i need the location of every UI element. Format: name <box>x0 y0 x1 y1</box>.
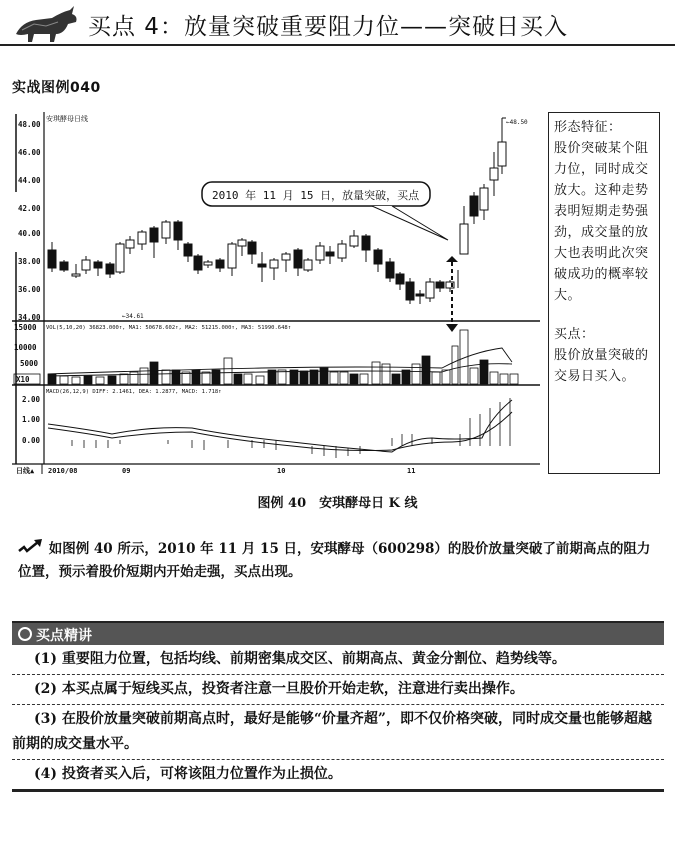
point-text: 在股价放量突破前期高点时，最好是能够“价量齐超”，即不仅价格突破，同时成交量也能够超越前期的成交量水平。 <box>12 711 652 752</box>
point-number: (2) <box>34 681 57 697</box>
point-text: 投资者买入后，可将该阻力位置作为止损位。 <box>61 766 342 782</box>
svg-text:44.00: 44.00 <box>18 176 41 185</box>
buy-text: 股价放量突破的交易日买入。 <box>554 348 649 384</box>
volume-axis <box>14 323 39 384</box>
svg-text:X10: X10 <box>16 375 30 384</box>
volume-arrow-down <box>446 324 458 332</box>
kline-chart-svg <box>12 112 540 474</box>
svg-text:09: 09 <box>122 467 131 474</box>
circle-icon <box>18 627 32 641</box>
svg-text:15000: 15000 <box>14 323 37 332</box>
svg-text:1.00: 1.00 <box>22 415 41 424</box>
svg-text:5000: 5000 <box>20 359 39 368</box>
macd-axis <box>22 395 41 445</box>
title-divider <box>0 44 675 46</box>
point-number: (1) <box>34 651 57 667</box>
svg-text:40.00: 40.00 <box>18 229 41 238</box>
page-header <box>0 0 675 46</box>
volume-legend: VOL(5,10,20) 36823.000↑, MA1: 50678.602↑, MA2: 51215.000↑, MA3: 51990.648↑ <box>46 325 292 331</box>
high-marker: ←48.50 <box>506 119 528 126</box>
pattern-title: 形态特征： <box>554 120 622 135</box>
svg-text:0.00: 0.00 <box>22 436 41 445</box>
svg-text:36.00: 36.00 <box>18 285 41 294</box>
svg-text:日线▲: 日线▲ <box>16 467 35 474</box>
point-number: (4) <box>34 766 57 782</box>
svg-text:46.00: 46.00 <box>18 148 41 157</box>
kline-chart <box>12 112 540 474</box>
svg-text:10: 10 <box>277 467 286 474</box>
svg-text:38.00: 38.00 <box>18 257 41 266</box>
svg-text:42.00: 42.00 <box>18 204 41 213</box>
key-point-1 <box>12 645 664 675</box>
side-panel <box>548 112 660 474</box>
macd-histogram <box>72 398 510 458</box>
key-points-list <box>12 645 664 792</box>
point-number: (3) <box>34 711 57 727</box>
figure-caption: 图例 40 安琪酵母日 K 线 <box>257 496 418 511</box>
macd-legend: MACD(26,12,9) DIFF: 2.1461, DEA: 1.2877, MACD: 1.718↑ <box>46 389 222 395</box>
section-label: 实战图例040 <box>12 80 101 96</box>
key-point-3 <box>12 705 664 760</box>
page-title: 买点 4：放量突破重要阻力位——突破日买入 <box>88 14 568 40</box>
svg-text:2010/08: 2010/08 <box>48 467 78 474</box>
svg-text:2.00: 2.00 <box>22 395 41 404</box>
trend-arrow-icon <box>18 539 44 555</box>
low-marker: ←34.61 <box>122 313 144 320</box>
stock-label: 安琪酵母日线 <box>46 115 88 123</box>
svg-text:10000: 10000 <box>14 343 37 352</box>
section-banner <box>12 621 664 645</box>
point-text: 本买点属于短线买点，投资者注意一旦股价开始走软，注意进行卖出操作。 <box>61 681 524 697</box>
time-axis <box>16 466 415 474</box>
volume-bars <box>48 330 518 384</box>
price-axis <box>18 120 41 322</box>
candlesticks-right <box>458 138 506 288</box>
point-text: 重要阻力位置，包括均线、前期密集成交区、前期高点、黄金分割位、趋势线等。 <box>61 651 566 667</box>
intro-paragraph <box>18 538 658 584</box>
buy-point-arrow-up <box>446 256 458 262</box>
pattern-text: 股价突破某个阻力位，同时成交放大。这种走势表明短期走势强劲，成交量的放大也表明此次突破成功的概率较大。 <box>554 141 649 303</box>
key-point-4 <box>12 760 664 792</box>
svg-text:11: 11 <box>407 467 416 474</box>
bull-icon <box>12 4 82 44</box>
annotation-text: 2010 年 11 月 15 日，放量突破，买点 <box>212 189 420 202</box>
key-point-2 <box>12 675 664 705</box>
intro-text: 如图例 40 所示，2010 年 11 月 15 日，安琪酵母（600298）的股价放量突破了前期高点的阻力位置，预示着股价短期内开始走强，买点出现。 <box>18 541 651 580</box>
candlesticks <box>48 220 454 304</box>
svg-text:48.00: 48.00 <box>18 120 41 129</box>
buy-title: 买点： <box>554 327 595 342</box>
banner-label: 买点精讲 <box>36 628 92 644</box>
svg-text:34.00: 34.00 <box>18 313 41 322</box>
